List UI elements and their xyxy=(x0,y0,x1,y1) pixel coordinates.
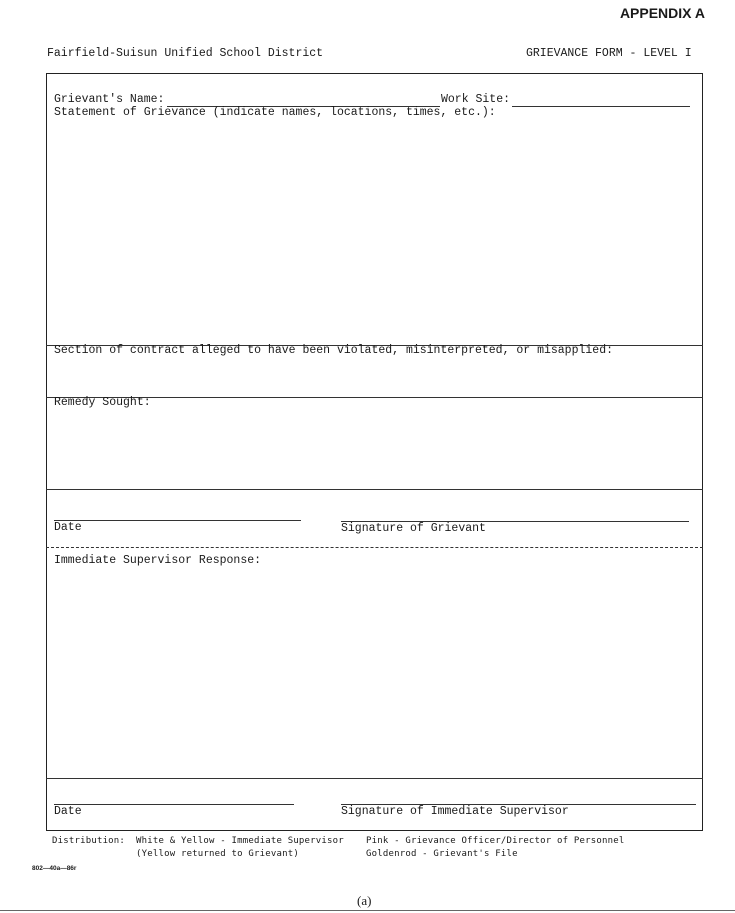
district-name: Fairfield-Suisun Unified School District xyxy=(47,47,324,60)
divider-response xyxy=(46,778,703,779)
grievant-name-label: Grievant's Name: xyxy=(54,93,165,106)
grievant-date-label: Date xyxy=(54,521,82,534)
section-label: Section of contract alleged to have been violated, misinterpreted, or misapplied: xyxy=(54,344,613,357)
statement-field[interactable] xyxy=(54,122,694,340)
work-site-label: Work Site: xyxy=(441,93,511,106)
supervisor-date-field[interactable] xyxy=(54,804,294,805)
supervisor-date-label: Date xyxy=(54,805,82,818)
form-title: GRIEVANCE FORM - LEVEL I xyxy=(526,47,692,60)
grievant-date-field[interactable] xyxy=(54,520,301,521)
distribution-yellow-returned: (Yellow returned to Grievant) xyxy=(136,849,299,859)
figure-caption: (a) xyxy=(357,893,372,908)
supervisor-response-label: Immediate Supervisor Response: xyxy=(54,554,262,567)
distribution-goldenrod: Goldenrod - Grievant's File xyxy=(366,849,518,859)
form-code: 802—40a—86r xyxy=(32,865,77,872)
section-field[interactable] xyxy=(54,360,694,394)
appendix-label: APPENDIX A xyxy=(619,5,705,21)
supervisor-signature-label: Signature of Immediate Supervisor xyxy=(341,805,569,818)
distribution-label: Distribution: xyxy=(52,836,126,846)
supervisor-response-field[interactable] xyxy=(54,570,694,770)
remedy-field[interactable] xyxy=(54,412,694,486)
grievant-signature-label: Signature of Grievant xyxy=(341,522,486,535)
statement-label: Statement of Grievance (indicate names, locations, times, etc.): xyxy=(54,106,496,119)
bottom-rule xyxy=(0,910,735,911)
distribution-pink: Pink - Grievance Officer/Director of Personnel xyxy=(366,836,625,846)
cut-line xyxy=(46,547,703,548)
work-site-field[interactable] xyxy=(512,106,690,107)
distribution-white-yellow: White & Yellow - Immediate Supervisor xyxy=(136,836,344,846)
divider-remedy xyxy=(46,489,703,490)
remedy-label: Remedy Sought: xyxy=(54,396,151,409)
